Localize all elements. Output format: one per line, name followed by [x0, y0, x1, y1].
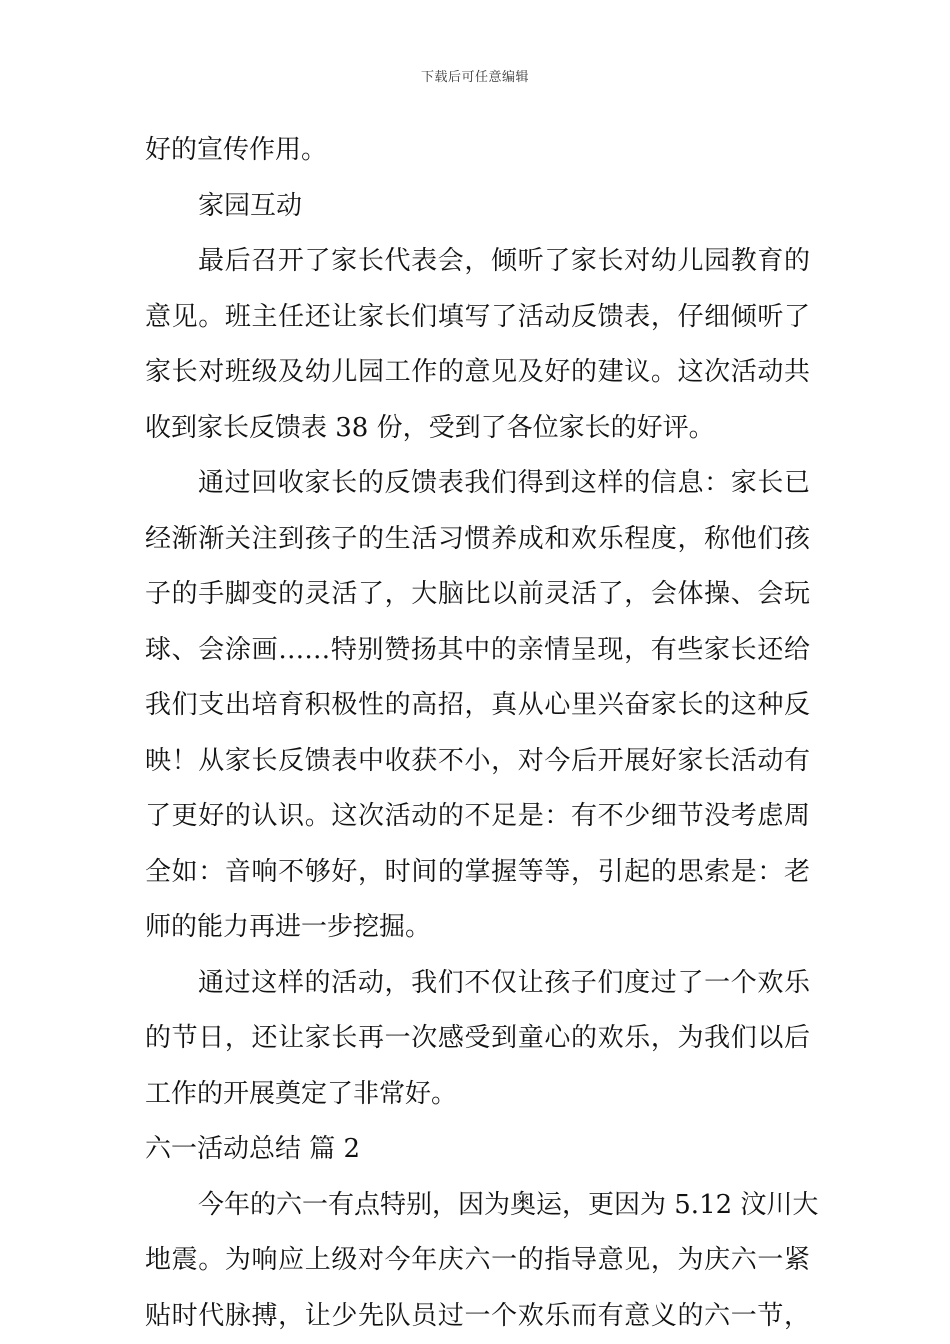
- text-line: 我们支出培育积极性的高招，真从心里兴奋家长的这种反: [145, 690, 810, 720]
- text-line: 子的手脚变的灵活了，大脑比以前灵活了，会体操、会玩: [145, 579, 810, 609]
- text-line: 好的宣传作用。: [145, 135, 328, 165]
- text-line: 工作的开展奠定了非常好。: [145, 1078, 458, 1109]
- article-title: 六一活动总结 篇 2: [145, 1134, 361, 1164]
- text-line: 通过这样的活动，我们不仅让孩子们度过了一个欢乐: [198, 967, 810, 998]
- text-line: 最后召开了家长代表会，倾听了家长对幼儿园教育的: [198, 246, 810, 276]
- text-line: 经渐渐关注到孩子的生活习惯养成和欢乐程度，称他们孩: [145, 523, 810, 554]
- body-text: [145, 123, 819, 1344]
- text-line: 地震。为响应上级对今年庆六一的指导意见，为庆六一紧: [145, 1245, 810, 1275]
- text-line: 通过回收家长的反馈表我们得到这样的信息：家长已: [198, 468, 810, 498]
- text-line: 今年的六一有点特别，因为奥运，更因为 5.12 汶川大: [198, 1189, 819, 1220]
- text-line: 家长对班级及幼儿园工作的意见及好的建议。这次活动共: [145, 357, 810, 387]
- text-line: 收到家长反馈表 38 份，受到了各位家长的好评。: [145, 412, 715, 443]
- text-line: 的节日，还让家长再一次感受到童心的欢乐，为我们以后: [145, 1023, 810, 1053]
- text-line: 全如：音响不够好，时间的掌握等等，引起的思索是：老: [145, 856, 810, 887]
- text-line: 球、会涂画……特别赞扬其中的亲情呈现，有些家长还给: [145, 634, 810, 665]
- text-line: 贴时代脉搏，让少先队员过一个欢乐而有意义的六一节，: [145, 1300, 810, 1331]
- text-line: 意见。班主任还让家长们填写了活动反馈表，仔细倾听了: [145, 301, 810, 332]
- page-header: 下载后可任意编辑: [420, 70, 529, 85]
- text-line: 映！从家长反馈表中收获不小，对今后开展好家长活动有: [145, 745, 810, 776]
- text-line: 师的能力再进一步挖掘。: [145, 912, 432, 942]
- text-line: 了更好的认识。这次活动的不足是：有不少细节没考虑周: [145, 801, 810, 831]
- section-heading: 家园互动: [198, 190, 303, 221]
